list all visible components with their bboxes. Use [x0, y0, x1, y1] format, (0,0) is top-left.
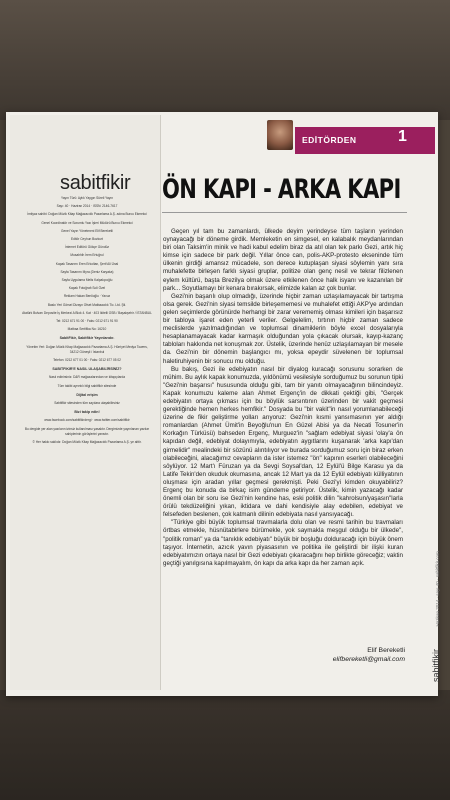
editor-photo: [267, 120, 293, 150]
imprint-line: Telefon: 0212 677 01 00 · Faks: 0212 677 05 02: [53, 358, 121, 363]
imprint-line: Dijital erişim: [76, 392, 98, 397]
imprint-line: Matbaa Sertifika No: 16210: [67, 327, 107, 332]
imprint-line: Sayfa Tasarımı Myra (Deniz Karyaka): [60, 269, 114, 274]
article-title: ÖN KAPI - ARKA KAPI: [162, 174, 401, 205]
imprint-line: Sayfa Uygulama Melis Kalpakçıoğlu: [61, 278, 113, 283]
spine-issue: Haziran 2014 · sayı 40 · sabitfikir.com: [435, 551, 440, 627]
imprint-line: Yönetim Yeri: Doğan Müzik Kitap Mağazacılık Pazarlama A.Ş. Hürriyet Medya Towers, 34212 Güneşli / İstanbul: [26, 344, 148, 354]
imprint-line: Musahhih İrem Ertuğrul: [70, 253, 104, 258]
table-surface-bottom: [0, 690, 450, 800]
imprint-line: © Her hakkı saklıdır. Doğan Müzik Kitap Mağazacılık Pazarlama A.Ş. ye aittir.: [32, 440, 142, 445]
title-rule: [162, 212, 407, 213]
imprint-line: Bizi takip edin!: [74, 410, 100, 415]
imprint-line: Editör Ceyhun Bozkurt: [71, 237, 103, 242]
author-name: Elif Bereketli: [367, 647, 405, 654]
imprint-line: Yayın Türü: Aylık Yaygın Süreli Yayın: [60, 196, 114, 200]
imprint-line: Nasıl edinirsiniz: D&R mağazalarından ve kitapçılarda: [48, 375, 125, 380]
imprint-line: İmtiyaz sahibi: Doğan Müzik Kitap Mağazacılık Pazarlama A.Ş. adına Burcu Ekmekci: [27, 212, 147, 217]
imprint-block: [22, 196, 152, 448]
imprint-line: Genel Koordinatör ve Sorumlu Yazı İşleri Müdürü Burcu Ekmekci: [41, 220, 133, 225]
imprint-line: Tel: 0212 671 91 00 · Faks: 0212 671 91 90: [56, 319, 118, 324]
author-signature: [310, 646, 405, 664]
imprint-line: www.facebook.com/sabitfikirdergi · www.twitter.com/sabitfikir: [44, 418, 130, 423]
article-paragraph: Geçen yıl tam bu zamanlardı, ülkede deyim yerindeyse tüm taşların yerinden oynayacağı bir döneme girdik. Memleketin en simgesel, en kalabalık meydanlarından biri olan Taksim'in minik ve hadi kabul edelim biraz da atıl olan tek parkı Gezi, artık hiç kimse için sadece bir park değil. Yıllar önce can, polis-AKP-protesto ekseninde tüm ülkenin girdiği amansız mücadele, son derece kutuplaşan siyasi söylemin yanı sıra muhalefette birleşen farklı siyasi gruplar, politize olan genç nesil ve tekrar filizlenen eylem kültürü, başta Brezilya olmak üzere etkilenen önce halk isyanı ve kazanılan bir park... Soyutlamayı bir kenara bırakırsak, elimizde kalan az çok bunlar.: [163, 228, 403, 292]
magazine-logo: sabitfikir: [60, 172, 131, 194]
imprint-line: Atatürk Bulvarı Deposite İş Merkezi A Blok 4. Kat · 403 Ikitelli OSB / Başakşehir / İSTANBUL: [22, 310, 152, 315]
imprint-line: Kapak Fotoğrafı Soli Özel: [68, 286, 106, 291]
section-label: EDİTÖRDEN: [302, 135, 357, 145]
imprint-line: SabitFikir, Sabitfikir Yayınlarıdır.: [59, 336, 115, 341]
article-paragraph: "Türkiye gibi büyük toplumsal travmalarla dolu olan ve resmi tarihin bu travmaları örtbas etmekle, hüsnütabirlere bürümekle, yok saymakla meşgul olduğu bir ülkede", "politik roman" ya da "tanıklık edebiyatı" büyük bir boşluğu dolduracağı için büyük önem taşıyor. İnternetin, azıcık yavın piyasasının ve politika ile geliştirdi bir ilişki kuran edebiyatımızın ortaya nasıl bir Gezi edebiyatı çıkaracağını hep birlikte göreceğiz; vaktin geçtiği yanılgısına kapılmayalım, ön kapı da arka kapı da her zaman açık.: [163, 519, 403, 567]
imprint-line: Baskı Yeri Görsel Dizayn Ofset Matbaacılık Tic. Ltd. Şti.: [47, 302, 127, 307]
imprint-line: Genel Yayın Yönetmeni Elif Bereketli: [61, 228, 113, 233]
imprint-line: İnternet Editörü Gökçe Gündüz: [65, 245, 109, 250]
imprint-line: Sabitfikir sitesinden tüm sayılara ulaşabilirsiniz: [54, 401, 120, 406]
article-paragraph: Gezi'nin başarılı olup olmadığı, üzerinde hiçbir zaman uzlaşılamayacak bir tartışma olsa gerek. Gezi'nin siyasi temsilde birleşememesi ve muhalefet ettiği AKP'ye ardından gelen seçimlerde görünürde herhangi bir zarar verememiş olması kimileri için başarısız bir tabloya işaret eden yeterli veriler. Gelgelelim, tırtının hiçbir zaman sadece meclislerde yazılmadığından ve toplumsal dinamiklerin böyle excel dosyalarıyla hesaplanamayacak kadar karmaşık olduğundan yola çıkacak olursak, kayıp-kazanç tabloları hakkında net konuşmak zor. Üstelik, üzerinde henüz uzlaşılamayan bir mesele da. Gezi'nin bir dönemin başlangıcı mı, yoksa epeydir süvelenen bir toplumsal haletiruhiyenin bir sonucu mu olduğu.: [163, 292, 403, 365]
author-email: elifbereketli@gmail.com: [332, 656, 405, 663]
imprint-line: Reklam Hakan Benlioğlu · Yavuz: [63, 294, 111, 299]
imprint-line: Tüm takibi ayrıntılı bilgi sabitfikir sitesinde: [57, 383, 117, 388]
table-surface-top: [0, 0, 450, 120]
article-paragraph: Bu bakış, Gezi ile edebiyatın nasıl bir diyalog kuracağı sorusunu sorarken de mühim. Bu aylık kapak konumuzda, yıldönümü vesilesiyle sorduğumuz bu sorunun tipki "Gezi'nin başarısı" hususunda olduğu gibi, tam bir yanıtı olmayacağının bilincindeyiz. Kapak konumuzu kaleme alan Ahmet Ergenç'in de dikkati çektiği gibi, "Gerçek edebiyatın ortaya çıkması için bu böylük sarsıntının üzerinden bir vakit geçmesi gerektiğinde hemen herkes hemfikir." Dosyada bu "bir vakit"in nasıl yorumlanabileceği üzerine de fikir geliştirme yolları arıyoruz: Gezi'nin kısmi yansımasının yer aldığı romanlardan (Ahmet Ümit'in Beyoğlu'nun En Güzel Abisi ya da Necati Tosuner'in Korkağın Türküsü) bahseden Ergenç, Murguez'in "sağlam edebiyat siyasi 'olay'a ön kapıdan değil, edebiyat dolayımıyla, edebiyatın aygıtlarını kuşanarak 'arka kapı'dan girmelidir" mealindeki bir sözünü alıntılıyor ve burada sorduğumuz soru için biraz erken olabileceğini, alacağımız cevapların da ister istemez "ön" kapının eserleri olabileceğini söylüyor. 12 Mart'ı Füruzan ya da Sevgi Soysal'dan, 12 Eylül'ü Bilge Karasu ya da Latife Tekin'den okuduk okumasına, ancak 12 Mart ya da 12 Eylül edebiyatı külliyatının oluşması için aradan yıllar geçmesi gerekmişti. Peki Gezi'yi kimden okuyabiliriz? Ergenç bu konuda da birkaç isim gündeme getiriyor. Üstelik, kimin yazacağı kadar önemli olan bir soru ise Gezi'nin kendine has, eski politik dilin "kahrolsun/yaşasın"larla örülü tekdüzeliğini yıkan, iktidara ve dahi kendisiyle alay edebilen, edebiyat ve felsefeden beslenen, çok katmanlı dilinin edebiyata nasıl yansıyacağı.: [163, 365, 403, 519]
imprint-line: Sayı: 40 · Haziran 2014 · ISSN: 2146-7617: [56, 204, 118, 209]
page-number: 1: [398, 128, 407, 145]
imprint-line: Bu dergide yer alan yazıların izinsiz kullanılması yasaktır. Dergimizde yayınlanan yazılar sahiplerinin görüşlerini yansıtır.: [24, 426, 150, 436]
article-body: [163, 228, 403, 568]
spine-brand: sabitfikir: [431, 648, 441, 682]
page-footer-spine: [426, 551, 444, 682]
imprint-line: Kapak Tasarımı Eren Erkoltan, Şerif Ali Ünal: [55, 261, 119, 266]
imprint-line: SABITFIKIR'E NASIL ULAŞABILİRSİNİZ?: [52, 367, 122, 372]
